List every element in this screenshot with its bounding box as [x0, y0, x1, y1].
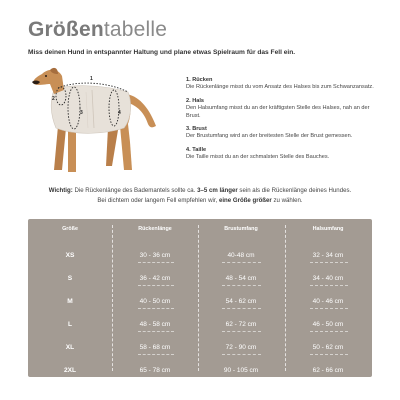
cell-neck: 34 - 40 cm [312, 275, 344, 282]
cell-neck: 46 - 50 cm [312, 321, 344, 328]
measure-neck [186, 98, 376, 120]
dog-label-2: 2 [52, 96, 55, 102]
note-bold: 3–5 cm länger [197, 187, 238, 194]
note-bold: eine Größe größer [218, 196, 272, 204]
subtitle: Miss deinen Hund in entspannter Haltung und plane etwas Spielraum für das Fell ein. [28, 49, 296, 56]
cell-chest: 72 - 90 cm [225, 344, 257, 351]
size-label: L [67, 321, 73, 328]
size-label: XL [65, 344, 75, 351]
note-text: sein als die Rückenlänge deines Hundes. [237, 187, 352, 194]
cell-back-length: 30 - 36 cm [139, 252, 171, 259]
row-underline [138, 308, 174, 309]
row-underline [138, 285, 174, 286]
row-underline [138, 354, 174, 355]
dog-label-1: 1 [90, 76, 93, 82]
cell-back-length: 48 - 58 cm [139, 321, 171, 328]
size-label: 2XL [63, 367, 77, 374]
row-underline [310, 377, 348, 378]
measure-heading: 3. Brust [186, 126, 207, 133]
row-underline [138, 331, 174, 332]
note-line-1 [28, 186, 372, 196]
note-text: zu wählen. [271, 196, 303, 204]
size-label: S [67, 275, 73, 282]
cell-chest: 90 - 105 cm [223, 367, 259, 374]
row-underline [310, 308, 348, 309]
header-back-length: Rückenlänge [138, 226, 172, 232]
cell-chest: 62 - 72 cm [225, 321, 257, 328]
cell-neck: 62 - 66 cm [312, 367, 344, 374]
header-neck: Halsumfang [312, 226, 344, 232]
dog-illustration [28, 66, 164, 178]
size-table [28, 219, 372, 377]
size-label: XS [65, 252, 75, 259]
row-underline [310, 262, 348, 263]
row-underline [222, 377, 261, 378]
row-underline [310, 331, 348, 332]
dog-label-3: 3 [80, 110, 83, 116]
cell-neck: 50 - 62 cm [312, 344, 344, 351]
measure-chest [186, 126, 376, 141]
title-light: tabelle [103, 18, 168, 41]
header-chest: Brustumfang [224, 226, 258, 232]
row-underline [310, 354, 348, 355]
note-text: Die Rückenlänge des Bademantels sollte ca. [72, 187, 198, 194]
column-divider [285, 225, 286, 371]
measure-text: Die Taille misst du an der schmalsten Stelle des Bauches. [186, 154, 330, 161]
size-label: M [67, 298, 73, 305]
measurement-guide [186, 77, 376, 168]
row-underline [222, 308, 261, 309]
page-title [28, 18, 167, 42]
note-label: Wichtig: [48, 187, 73, 194]
measure-heading: 4. Taille [186, 146, 207, 153]
measure-text: Der Brustumfang wird an der breitesten Stelle der Brust gemessen. [186, 133, 353, 140]
measure-text: Den Halsumfang misst du an der kräftigsten Stelle des Halses, nah an der Brust. [186, 105, 370, 119]
row-underline [138, 262, 174, 263]
row-underline [310, 285, 348, 286]
header-size: Größe [62, 226, 78, 232]
measure-heading: 2. Hals [186, 97, 205, 104]
row-underline [222, 262, 261, 263]
note-line-2 [28, 196, 372, 206]
cell-back-length: 58 - 68 cm [139, 344, 171, 351]
column-divider [198, 225, 199, 371]
row-underline [222, 331, 261, 332]
measure-back [186, 77, 376, 92]
title-bold: Größen [28, 18, 104, 41]
measure-text: Die Rückenlänge misst du vom Ansatz des Halses bis zum Schwanzansatz. [186, 84, 374, 91]
important-note [28, 186, 372, 205]
cell-neck: 32 - 34 cm [312, 252, 344, 259]
note-text: Bei dichtem oder langem Fell empfehlen wir, [97, 196, 219, 204]
column-divider [112, 225, 113, 371]
row-underline [222, 354, 261, 355]
cell-neck: 40 - 46 cm [312, 298, 344, 305]
row-underline [222, 285, 261, 286]
measure-heading: 1. Rücken [186, 77, 213, 83]
cell-back-length: 36 - 42 cm [139, 275, 171, 282]
measure-waist [186, 147, 376, 162]
row-underline [138, 377, 174, 378]
cell-back-length: 65 - 78 cm [139, 367, 171, 374]
cell-chest: 54 - 62 cm [225, 298, 257, 305]
cell-back-length: 40 - 50 cm [139, 298, 171, 305]
dog-label-4: 4 [118, 110, 121, 116]
cell-chest: 48 - 54 cm [225, 275, 257, 282]
cell-chest: 40-48 cm [227, 252, 255, 259]
